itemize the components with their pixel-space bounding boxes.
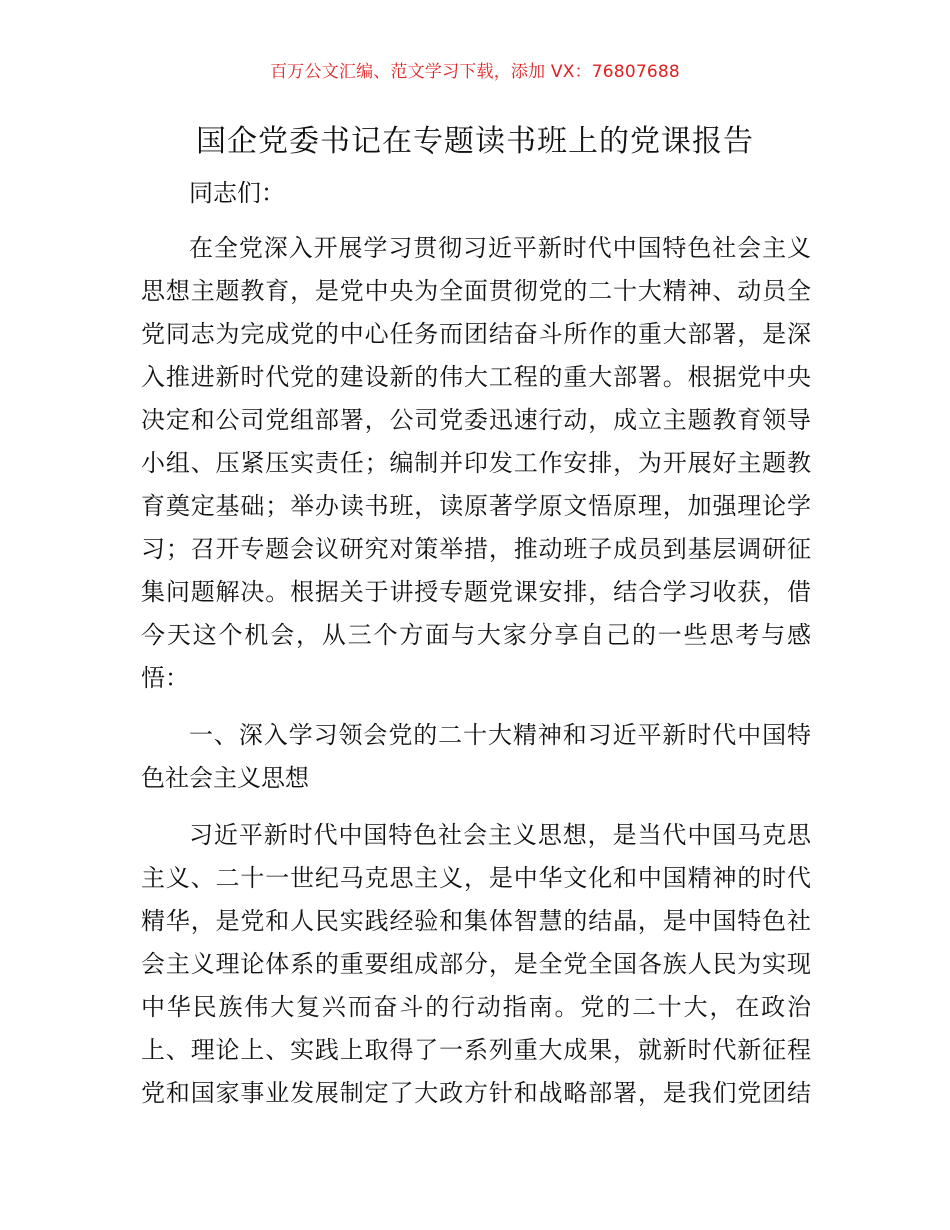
text-line: 党和国家事业发展制定了大政方针和战略部署，是我们党团结 [141,1079,811,1107]
text-line: 入推进新时代党的建设新的伟大工程的重大部署。根据党中央 [141,363,811,391]
paragraph [141,227,811,700]
text-line: 思想主题教育，是党中央为全面贯彻党的二十大精神、动员全 [141,277,811,305]
text-line: 决定和公司党组部署，公司党委迅速行动，成立主题教育领导 [141,406,811,434]
text-line: 悟： [141,664,189,692]
text-line: 习近平新时代中国特色社会主义思想，是当代中国马克思 [189,821,811,849]
text-line: 中华民族伟大复兴而奋斗的行动指南。党的二十大，在政治 [141,993,811,1021]
text-line: 习；召开专题会议研究对策举措，推动班子成员到基层调研征 [141,535,811,563]
text-line: 一、深入学习领会党的二十大精神和习近平新时代中国特 [189,721,811,749]
text-line: 集问题解决。根据关于讲授专题党课安排，结合学习收获，借 [141,578,811,606]
text-line: 色社会主义思想 [141,764,309,792]
text-line: 上、理论上、实践上取得了一系列重大成果，就新时代新征程 [141,1036,811,1064]
text-line: 育奠定基础；举办读书班，读原著学原文悟原理，加强理论学 [141,492,811,520]
text-line: 党同志为完成党的中心任务而团结奋斗所作的重大部署，是深 [141,320,811,348]
text-line: 会主义理论体系的重要组成部分，是全党全国各族人民为实现 [141,950,811,978]
text-line: 主义、二十一世纪马克思主义，是中华文化和中国精神的时代 [141,864,811,892]
text-line: 今天这个机会，从三个方面与大家分享自己的一些思考与感 [141,621,811,649]
download-banner: 百万公文汇编、范文学习下载，添加 VX：76807688 [270,62,680,82]
text-line: 在全党深入开展学习贯彻习近平新时代中国特色社会主义 [189,234,811,262]
section-heading [141,714,811,800]
document-title: 国企党委书记在专题读书班上的党课报告 [196,124,754,159]
text-line: 精华，是党和人民实践经验和集体智慧的结晶，是中国特色社 [141,907,811,935]
salutation: 同志们： [189,179,285,207]
paragraph [141,814,811,1115]
paragraphs [141,227,811,1115]
text-line: 小组、压紧压实责任；编制并印发工作安排，为开展好主题教 [141,449,811,477]
document-body [141,172,811,1129]
